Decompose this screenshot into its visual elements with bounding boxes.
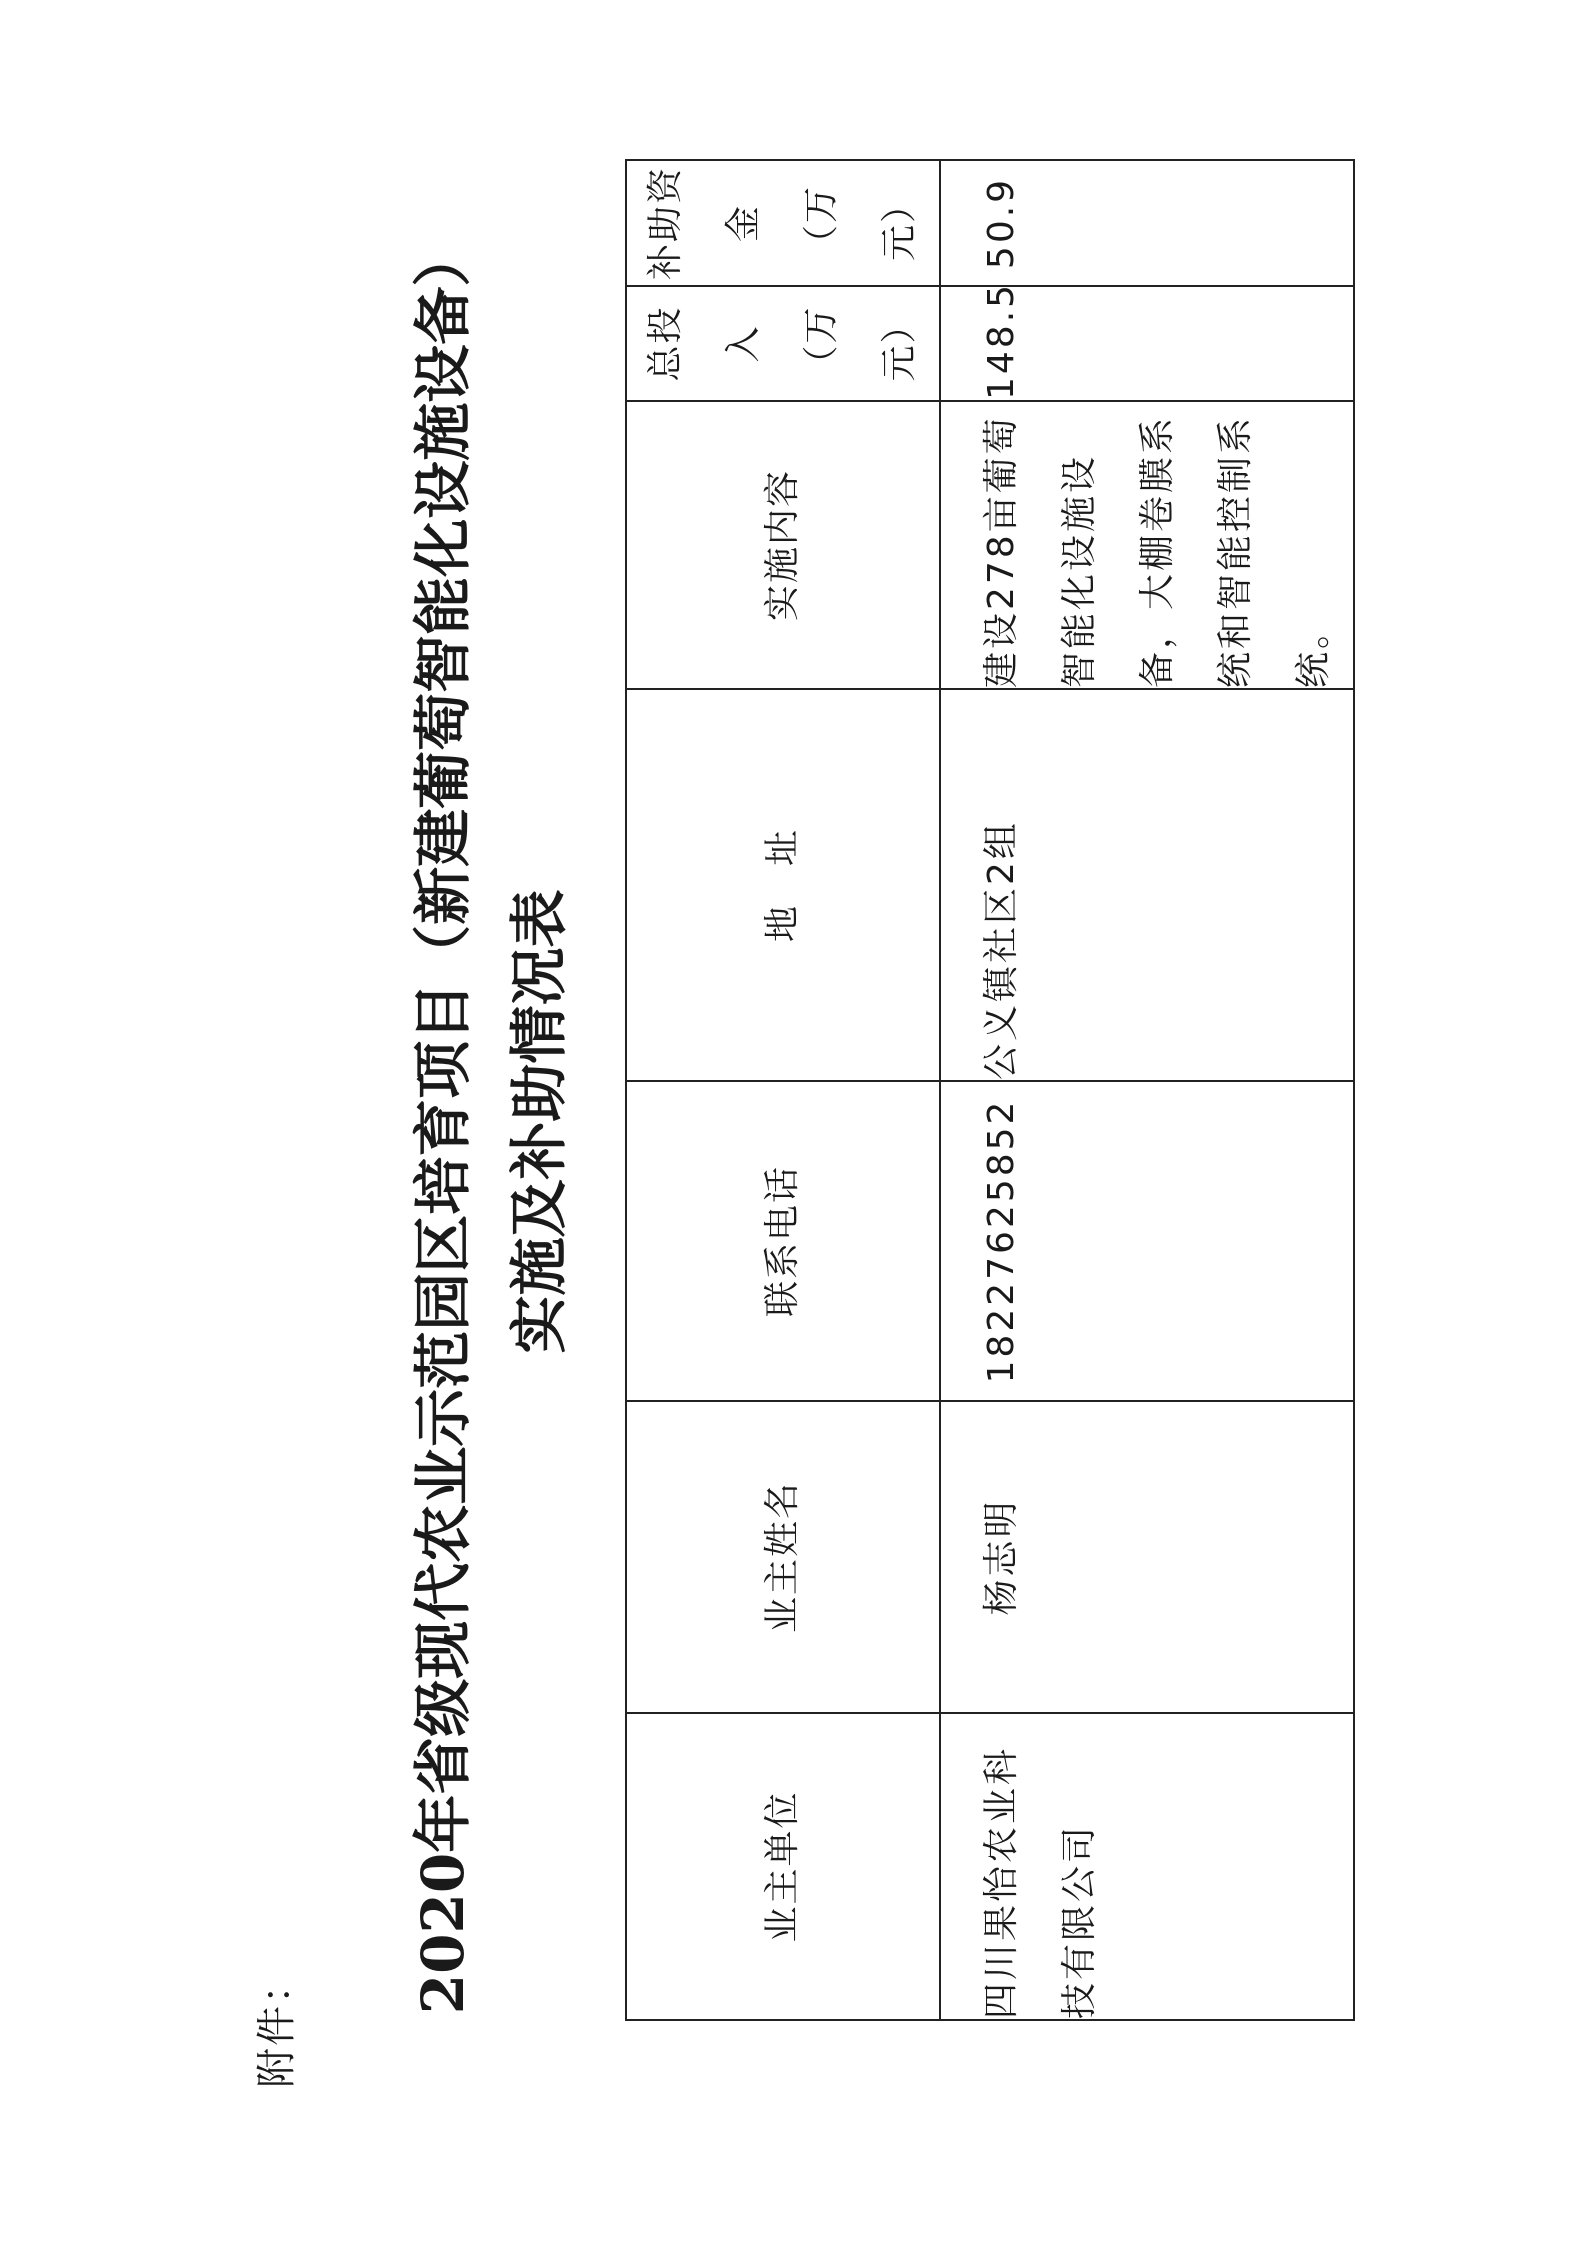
cell-owner-unit: 四川果怡农业科技有限公司: [940, 1713, 1354, 2020]
header-content: 实施内容: [626, 401, 940, 689]
cell-owner-name: 杨志明: [940, 1401, 1354, 1713]
table-header-row: [626, 160, 940, 2020]
title-line-2: 实施及补助情况表: [505, 889, 573, 1354]
subsidy-table: [625, 159, 1355, 2021]
document-title: [395, 120, 587, 2123]
title-line-1: 2020年省级现代农业示范园区培育项目（新建葡萄智能化设施设备）: [409, 228, 477, 2015]
header-subsidy: [626, 160, 940, 286]
header-phone: 联系电话: [626, 1081, 940, 1401]
header-subsidy-line2: （万元）: [801, 185, 920, 262]
cell-address: 公义镇社区2组: [940, 689, 1354, 1081]
header-address: 地 址: [626, 689, 940, 1081]
header-total-investment-line2: （万元）: [801, 305, 920, 382]
cell-subsidy: 50.9: [940, 160, 1354, 286]
header-total-investment-line1: 总投入: [645, 305, 764, 382]
attachment-label: 附件：: [254, 1962, 300, 2088]
cell-total-investment: 148.5: [940, 286, 1354, 401]
cell-content: 建设278亩葡萄智能化设施设备，大棚卷膜系统和智能控制系统。: [940, 401, 1354, 689]
header-subsidy-line1: 补助资金: [645, 166, 764, 281]
table-row: [940, 160, 1354, 2020]
header-owner-unit: 业主单位: [626, 1713, 940, 2020]
cell-phone: 18227625852: [940, 1081, 1354, 1401]
header-owner-name: 业主姓名: [626, 1401, 940, 1713]
header-total-investment: [626, 286, 940, 401]
